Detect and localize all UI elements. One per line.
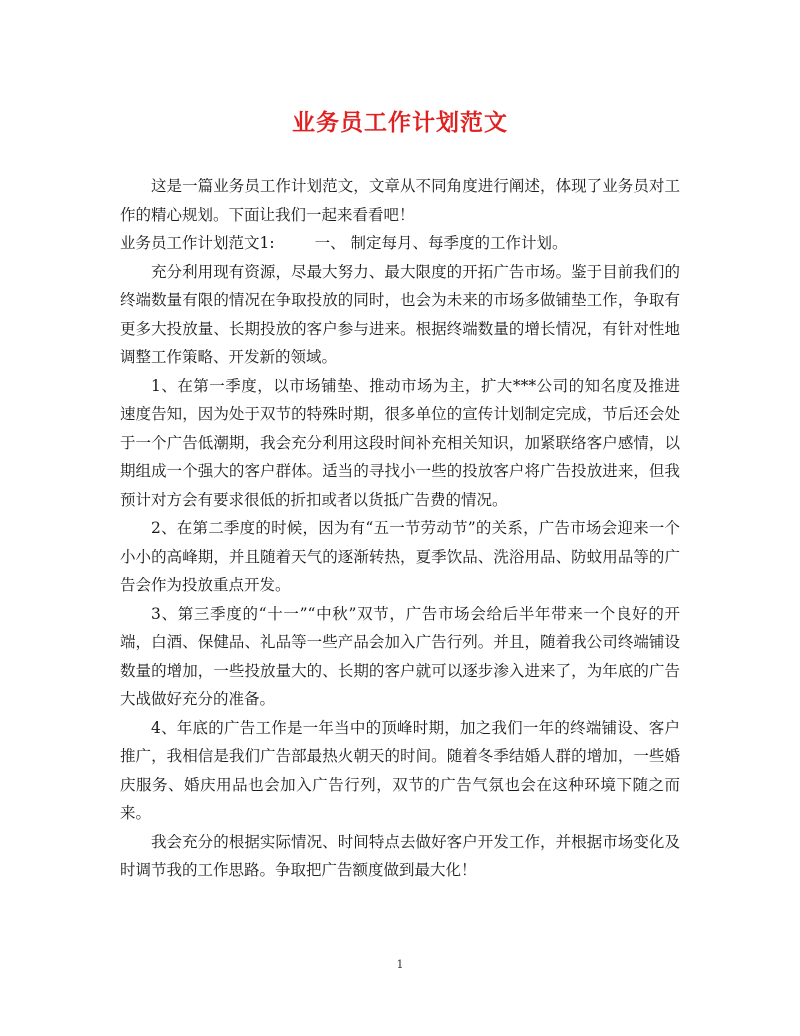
paragraph-closing: 我会充分的根据实际情况、时间特点去做好客户开发工作，并根据市场变化及时调节我的工作思路。争取把广告额度做到最大化！ xyxy=(120,832,680,879)
paragraph-q1: 1、在第一季度，以市场铺垫、推动市场为主，扩大***公司的知名度及推进速度告知，因为处于双节的特殊时期，很多单位的宣传计划制定完成，节后还会处于一个广告低潮期，我会充分利用这段时间补充相关知识，加紧联络客户感情，以期组成一个强大的客户群体。适当的寻找小一些的投放客户将广告投放进来，但我预计对方会有要求很低的折扣或者以货抵广告费的情况。 xyxy=(120,376,680,509)
document-title: 业务员工作计划范文 xyxy=(292,109,508,136)
page-number: 1 xyxy=(396,958,404,971)
paragraph-q3: 3、第三季度的“十一”“中秋”双节，广告市场会给后半年带来一个良好的开端，白酒、保健品、礼品等一些产品会加入广告行列。并且，随着我公司终端铺设数量的增加，一些投放量大的、长期的客户就可以逐步渗入进来了，为年底的广告大战做好充分的准备。 xyxy=(120,604,680,708)
section-heading-line xyxy=(120,229,680,258)
paragraph-resources: 充分利用现有资源，尽最大努力、最大限度的开拓广告市场。鉴于目前我们的终端数量有限的情况在争取投放的同时，也会为未来的市场多做铺垫工作，争取有更多大投放量、长期投放的客户参与进来。根据终端数量的增长情况，有针对性地调整工作策略、开发新的领域。 xyxy=(120,262,680,366)
paragraph-q4: 4、年底的广告工作是一年当中的顶峰时期，加之我们一年的终端铺设、客户推广，我相信是我们广告部最热火朝天的时间。随着冬季结婚人群的增加，一些婚庆服务、婚庆用品也会加入广告行列，双节的广告气氛也会在这种环境下随之而来。 xyxy=(120,718,680,822)
paragraph-q2: 2、在第二季度的时候，因为有“五一节劳动节”的关系，广告市场会迎来一个小小的高峰期，并且随着天气的逐渐转热，夏季饮品、洗浴用品、防蚊用品等的广告会作为投放重点开发。 xyxy=(120,519,680,594)
intro-paragraph: 这是一篇业务员工作计划范文，文章从不同角度进行阐述，体现了业务员对工作的精心规划。下面让我们一起来看看吧！ xyxy=(120,177,680,224)
section-label: 业务员工作计划范文1: xyxy=(120,234,275,252)
section-heading: 一、 制定每月、每季度的工作计划。 xyxy=(314,234,568,252)
document-body xyxy=(120,172,680,885)
